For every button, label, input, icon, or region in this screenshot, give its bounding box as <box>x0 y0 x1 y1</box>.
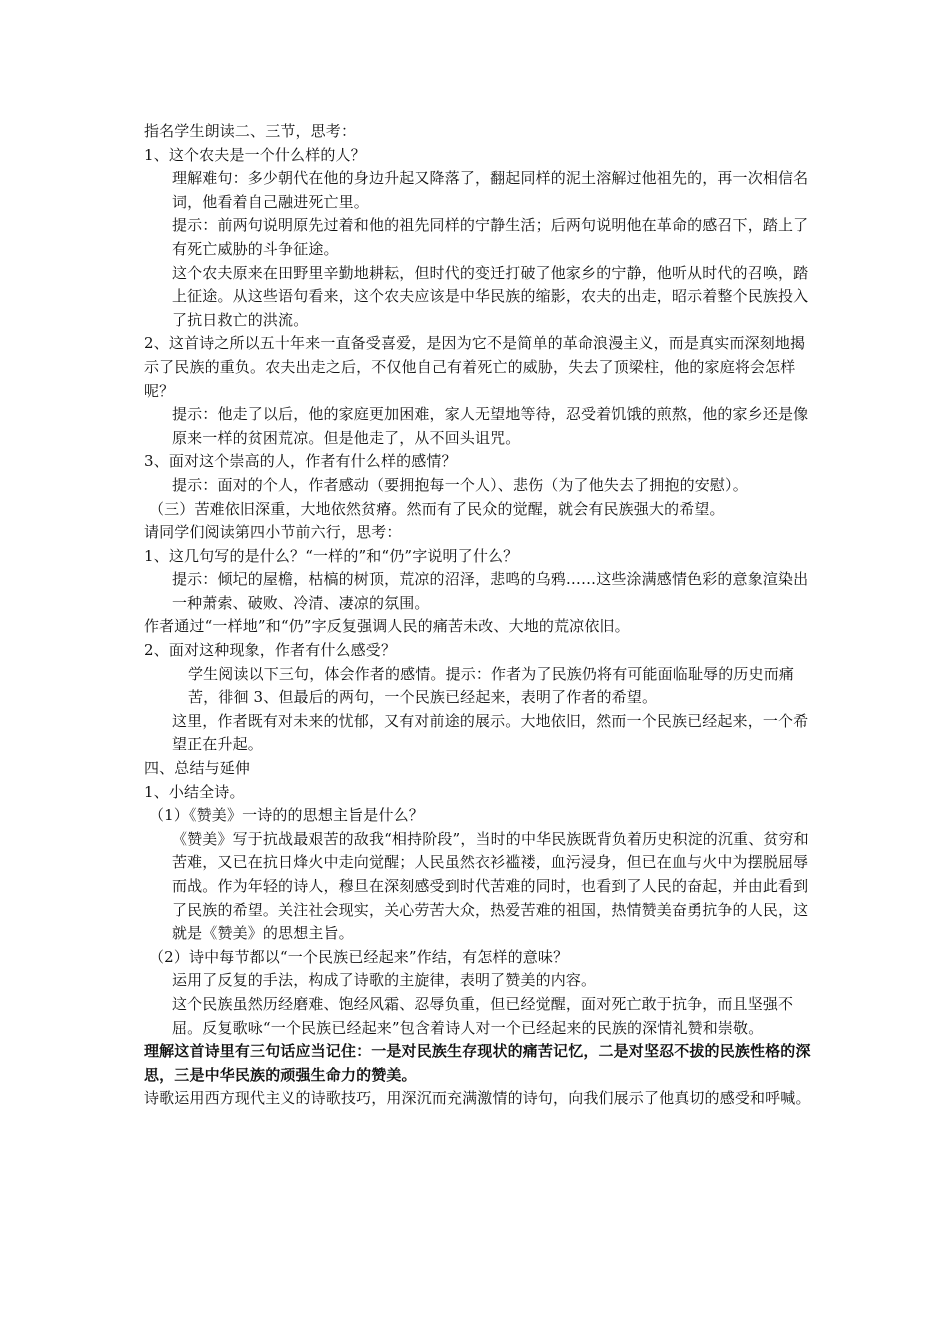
paragraph: 请同学们阅读第四小节前六行，思考： <box>144 523 402 542</box>
sub-question-2: （2）诗中每节都以“一个民族已经起来”作结，有怎样的意味？ <box>149 947 569 966</box>
paragraph: 作者通过“一样地”和“仍”字反复强调人民的痛苦未改、大地的荒凉依旧。 <box>144 617 630 636</box>
hint-paragraph: 提示：他走了以后，他的家庭更加困难，家人无望地等待，忍受着饥饿的煎熬，他的家乡还是像原来一样的贫困荒凉。但是他走了，从不回头诅咒。 <box>172 405 809 447</box>
key-points-paragraph: 理解这首诗里有三句话应当记住：一是对民族生存现状的痛苦记忆，二是对坚忍不拔的民族性格的深思，三是中华民族的顽强生命力的赞美。 <box>144 1042 811 1084</box>
paragraph: 诗歌运用西方现代主义的诗歌技巧，用深沉而充满激情的诗句，向我们展示了他真切的感受和呼喊。 <box>144 1089 811 1108</box>
hint-paragraph: 提示：倾圮的屋檐，枯槁的树顶，荒凉的沼泽，悲鸣的乌鸦……这些涂满感情色彩的意象渲染出一种萧索、破败、冷清、凄凉的氛围。 <box>172 570 809 612</box>
paragraph: 理解难句：多少朝代在他的身边升起又降落了，翻起同样的泥土溶解过他祖先的，再一次相信名词，他看着自己融进死亡里。 <box>172 169 809 211</box>
question-1: 1、这几句写的是什么？“一样的”和“仍”字说明了什么？ <box>144 546 519 565</box>
question-2: 2、这首诗之所以五十年来一直备受喜爱，是因为它不是简单的革命浪漫主义，而是真实而深刻地揭示了民族的重负。农夫出走之后，不仅他自己有着死亡的威胁，失去了顶梁柱，他的家庭将会怎样呢？ <box>144 334 806 400</box>
paragraph: 这个民族虽然历经磨难、饱经风霜、忍辱负重，但已经觉醒，面对死亡敢于抗争，而且坚强不屈。反复歌咏“一个民族已经起来”包含着诗人对一个已经起来的民族的深情礼赞和崇敬。 <box>172 994 794 1037</box>
paragraph: 这个农夫原来在田野里辛勤地耕耘，但时代的变迁打破了他家乡的宁静，他听从时代的召唤，踏上征途。从这些语句看来，这个农夫应该是中华民族的缩影，农夫的出走，昭示着整个民族投入了抗日救亡的洪流。 <box>172 263 809 329</box>
paragraph: 《赞美》写于抗战最艰苦的敌我“相持阶段”，当时的中华民族既背负着历史积淀的沉重、贫穷和苦难，又已在抗日烽火中走向觉醒；人民虽然衣衫褴褛，血污浸身，但已在血与火中为摆脱屈辱而战。作为年轻的诗人，穆旦在深刻感受到时代苦难的同时，也看到了人民的奋起，并由此看到了民族的希望。关注社会现实，关心劳苦大众，热爱苦难的祖国，热情赞美奋勇抗争的人民，这就是《赞美》的思想主旨。 <box>172 829 809 943</box>
question-3: 3、面对这个崇高的人，作者有什么样的感情？ <box>144 452 457 471</box>
paragraph: 运用了反复的手法，构成了诗歌的主旋律，表明了赞美的内容。 <box>172 971 597 990</box>
list-item: 1、小结全诗。 <box>144 782 245 801</box>
document-body <box>144 120 812 1111</box>
hint-paragraph: 提示：前两句说明原先过着和他的祖先同样的宁静生活；后两句说明他在革命的感召下，踏上了有死亡威胁的斗争征途。 <box>172 216 809 258</box>
paragraph: 指名学生朗读二、三节，思考： <box>144 122 357 140</box>
paragraph: 学生阅读以下三句，体会作者的感情。提示：作者为了民族仍将有可能面临耻辱的历史而痛苦，徘徊 3、但最后的两句，一个民族已经起来，表明了作者的希望。 <box>188 664 795 707</box>
section-heading: 四、总结与延伸 <box>144 759 251 778</box>
question-1: 1、这个农夫是一个什么样的人？ <box>144 145 366 164</box>
sub-question-1: （1）《赞美》一诗的的思想主旨是什么？ <box>149 806 424 825</box>
section-subheading: （三）苦难依旧深重，大地依然贫瘠。然而有了民众的觉醒，就会有民族强大的希望。 <box>149 499 725 518</box>
question-2: 2、面对这种现象，作者有什么感受？ <box>144 641 397 660</box>
paragraph: 这里，作者既有对未来的忧郁，又有对前途的展示。大地依旧，然而一个民族已经起来，一个希望正在升起。 <box>172 711 809 754</box>
hint-paragraph: 提示：面对的个人，作者感动（要拥抱每一个人）、悲伤（为了他失去了拥抱的安慰）。 <box>172 475 748 494</box>
